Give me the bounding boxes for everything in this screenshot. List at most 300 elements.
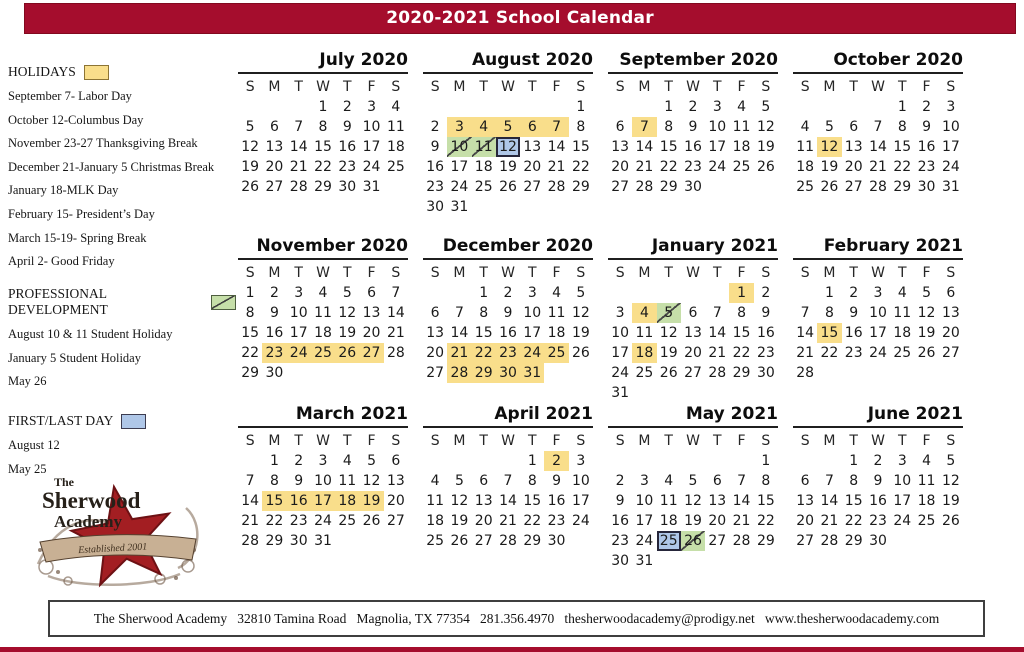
day-header: S — [430, 433, 440, 449]
date-cell: 22 — [820, 345, 839, 361]
date-cell: 1 — [479, 285, 489, 301]
day-header: F — [367, 433, 376, 449]
date-cell: 5 — [454, 473, 464, 489]
date-cell: 2 — [342, 99, 352, 115]
month-july-2020 — [238, 50, 408, 236]
date-cell: 30 — [426, 199, 445, 215]
day-header: W — [316, 433, 330, 449]
day-header: W — [501, 265, 515, 281]
week-row — [793, 531, 963, 551]
date-cell: 27 — [611, 179, 630, 195]
date-cell: 12 — [338, 305, 357, 321]
date-cell: 26 — [241, 179, 260, 195]
date-cell: 1 — [824, 285, 834, 301]
date-cell: 5 — [657, 303, 681, 323]
date-cell: 21 — [708, 345, 727, 361]
date-cell: 12 — [450, 493, 469, 509]
date-cell: 19 — [241, 159, 260, 175]
day-header: F — [737, 433, 746, 449]
date-cell: 20 — [386, 493, 405, 509]
empty-cell — [496, 197, 520, 217]
date-cell: 27 — [426, 365, 445, 381]
month-title: March 2021 — [238, 404, 408, 428]
day-header: M — [638, 433, 651, 449]
date-cell: 8 — [824, 305, 834, 321]
empty-cell — [496, 451, 520, 471]
day-header-row — [238, 78, 408, 97]
date-cell: 6 — [688, 305, 698, 321]
date-cell: 31 — [450, 199, 469, 215]
day-header: M — [638, 265, 651, 281]
date-cell: 24 — [708, 159, 727, 175]
date-cell: 17 — [311, 491, 335, 511]
date-cell: 24 — [362, 159, 381, 175]
date-cell: 6 — [520, 117, 544, 137]
date-cell: 9 — [430, 139, 440, 155]
date-cell: 2 — [544, 451, 568, 471]
legend-item: September 7- Labor Day — [8, 89, 132, 103]
date-cell: 6 — [946, 285, 956, 301]
date-cell: 12 — [917, 305, 936, 321]
day-header: W — [871, 433, 885, 449]
day-header: S — [430, 79, 440, 95]
empty-cell — [544, 197, 568, 217]
legend-item: February 15- President’s Day — [8, 206, 155, 221]
legend-item: March 15-19- Spring Break — [8, 230, 147, 245]
day-header: S — [576, 79, 586, 95]
date-cell: 9 — [761, 305, 771, 321]
date-cell: 24 — [287, 343, 311, 363]
date-cell: 19 — [917, 325, 936, 341]
date-cell: 6 — [479, 473, 489, 489]
holidays-label: HOLIDAYS — [8, 64, 76, 79]
week-row — [608, 363, 778, 383]
date-cell: 3 — [946, 99, 956, 115]
date-cell: 3 — [615, 305, 625, 321]
day-header: M — [268, 265, 281, 281]
date-cell: 10 — [362, 119, 381, 135]
date-cell: 20 — [708, 513, 727, 529]
empty-cell — [569, 197, 593, 217]
empty-cell — [423, 451, 447, 471]
day-header: S — [245, 265, 255, 281]
date-cell: 7 — [737, 473, 747, 489]
week-row — [423, 197, 593, 217]
empty-cell — [447, 451, 471, 471]
day-header: T — [898, 265, 907, 281]
day-header: S — [576, 265, 586, 281]
month-title: May 2021 — [608, 404, 778, 428]
date-cell: 13 — [426, 325, 445, 341]
date-cell: 9 — [269, 305, 279, 321]
legend-item: January 18-MLK Day — [8, 183, 119, 198]
empty-cell — [754, 551, 778, 571]
date-cell: 4 — [632, 303, 656, 323]
date-cell: 24 — [893, 513, 912, 529]
date-cell: 26 — [335, 343, 359, 363]
date-cell: 21 — [820, 513, 839, 529]
date-cell: 19 — [450, 513, 469, 529]
date-cell: 26 — [499, 179, 517, 195]
legend-professional-development — [8, 286, 236, 389]
date-cell: 16 — [756, 325, 775, 341]
month-may-2021 — [608, 404, 778, 571]
empty-cell — [423, 97, 447, 117]
empty-cell — [705, 177, 729, 197]
date-cell: 27 — [684, 365, 702, 381]
month-title: September 2020 — [608, 50, 778, 74]
empty-cell — [657, 383, 681, 403]
date-cell: 8 — [849, 473, 859, 489]
date-cell: 13 — [386, 473, 405, 489]
date-cell: 25 — [338, 513, 357, 529]
empty-cell — [866, 97, 890, 117]
day-header: W — [686, 265, 700, 281]
date-cell: 16 — [499, 325, 517, 341]
empty-cell — [914, 363, 938, 383]
date-cell: 16 — [287, 491, 311, 511]
month-april-2021 — [423, 404, 593, 571]
week-row — [238, 531, 408, 551]
date-cell: 10 — [571, 473, 590, 489]
date-cell: 13 — [362, 305, 381, 321]
day-header-row — [793, 432, 963, 451]
date-cell: 13 — [684, 325, 702, 341]
date-cell: 11 — [472, 137, 496, 157]
school-logo — [28, 466, 208, 596]
date-cell: 3 — [294, 285, 304, 301]
day-header-row — [608, 264, 778, 283]
date-cell: 3 — [527, 285, 537, 301]
day-header: W — [316, 79, 330, 95]
day-header: F — [367, 265, 376, 281]
date-cell: 3 — [447, 117, 471, 137]
date-cell: 19 — [359, 491, 383, 511]
date-cell: 8 — [527, 473, 537, 489]
week-row — [238, 117, 408, 137]
date-cell: 25 — [474, 179, 493, 195]
date-cell: 15 — [241, 325, 260, 341]
date-cell: 26 — [450, 533, 469, 549]
date-cell: 11 — [893, 305, 912, 321]
date-cell: 11 — [917, 473, 936, 489]
date-cell: 10 — [941, 119, 960, 135]
day-header: T — [528, 79, 537, 95]
date-cell: 14 — [796, 325, 815, 341]
date-cell: 24 — [941, 159, 960, 175]
date-cell: 6 — [615, 119, 625, 135]
empty-cell — [335, 363, 359, 383]
month-november-2020 — [238, 236, 408, 404]
empty-cell — [632, 451, 656, 471]
date-cell: 2 — [761, 285, 771, 301]
day-header: T — [294, 265, 303, 281]
sherwood-star-logo-icon — [28, 466, 208, 596]
date-cell: 16 — [611, 513, 630, 529]
date-cell: 18 — [335, 491, 359, 511]
week-row — [793, 511, 963, 531]
date-cell: 12 — [362, 473, 381, 489]
day-header: F — [552, 265, 561, 281]
date-cell: 20 — [426, 345, 445, 361]
day-header: M — [453, 433, 466, 449]
day-header: S — [391, 265, 401, 281]
day-header: S — [761, 433, 771, 449]
date-cell: 5 — [367, 453, 377, 469]
day-header-row — [423, 264, 593, 283]
svg-text:Sherwood: Sherwood — [42, 488, 141, 513]
empty-cell — [939, 363, 963, 383]
month-title: February 2021 — [793, 236, 963, 260]
empty-cell — [657, 283, 681, 303]
empty-cell — [729, 383, 753, 403]
day-header: T — [898, 79, 907, 95]
week-row — [608, 511, 778, 531]
date-cell: 1 — [897, 99, 907, 115]
date-cell: 14 — [708, 325, 727, 341]
empty-cell — [569, 531, 593, 551]
date-cell: 27 — [796, 533, 815, 549]
day-header: S — [946, 433, 956, 449]
day-header: S — [946, 265, 956, 281]
day-header-row — [238, 264, 408, 283]
date-cell: 1 — [318, 99, 328, 115]
day-header: S — [615, 433, 625, 449]
week-row — [238, 451, 408, 471]
date-cell: 29 — [523, 533, 542, 549]
date-cell: 26 — [820, 179, 839, 195]
date-cell: 4 — [664, 473, 674, 489]
day-header: T — [664, 79, 673, 95]
day-header: M — [268, 79, 281, 95]
week-row — [423, 303, 593, 323]
date-cell: 13 — [265, 139, 284, 155]
date-cell: 31 — [362, 179, 381, 195]
week-row — [793, 363, 963, 383]
week-row — [238, 177, 408, 197]
date-cell: 15 — [893, 139, 912, 155]
date-cell: 29 — [314, 179, 332, 195]
day-header: M — [453, 265, 466, 281]
date-cell: 11 — [386, 119, 405, 135]
date-cell: 19 — [756, 139, 775, 155]
date-cell: 13 — [708, 493, 727, 509]
empty-cell — [238, 97, 262, 117]
date-cell: 17 — [941, 139, 960, 155]
day-header: T — [479, 79, 488, 95]
date-cell: 21 — [499, 513, 517, 529]
legend-item: May 25 — [8, 461, 47, 476]
date-cell: 25 — [426, 533, 445, 549]
day-header: T — [849, 433, 858, 449]
date-cell: 8 — [737, 305, 747, 321]
week-row — [423, 471, 593, 491]
day-header: T — [664, 433, 673, 449]
date-cell: 30 — [496, 363, 520, 383]
date-cell: 18 — [659, 513, 678, 529]
empty-cell — [447, 283, 471, 303]
week-row — [608, 157, 778, 177]
date-cell: 26 — [941, 513, 960, 529]
date-cell: 8 — [576, 119, 586, 135]
empty-cell — [311, 363, 335, 383]
month-september-2020 — [608, 50, 778, 236]
week-row — [238, 283, 408, 303]
footer-contact-bar — [48, 600, 985, 637]
date-cell: 15 — [732, 325, 751, 341]
date-cell: 14 — [732, 493, 751, 509]
day-header: T — [343, 79, 352, 95]
date-cell: 5 — [946, 453, 956, 469]
legend-item: May 26 — [8, 374, 47, 389]
date-cell: 22 — [571, 159, 590, 175]
date-cell: 4 — [391, 99, 401, 115]
empty-cell — [632, 383, 656, 403]
date-cell: 14 — [241, 493, 260, 509]
date-cell: 3 — [318, 453, 328, 469]
date-cell: 2 — [849, 285, 859, 301]
date-cell: 2 — [922, 99, 932, 115]
date-cell: 14 — [450, 325, 469, 341]
day-header: W — [871, 265, 885, 281]
legend-item: October 12-Columbus Day — [8, 112, 144, 127]
week-row — [608, 117, 778, 137]
month-february-2021 — [793, 236, 963, 404]
empty-cell — [569, 363, 593, 383]
week-row — [793, 303, 963, 323]
day-header: T — [528, 265, 537, 281]
day-header: M — [823, 79, 836, 95]
week-row — [608, 177, 778, 197]
date-cell: 21 — [869, 159, 887, 175]
date-cell: 30 — [611, 553, 630, 569]
date-cell: 24 — [611, 365, 630, 381]
date-cell: 4 — [472, 117, 496, 137]
date-cell: 14 — [547, 139, 566, 155]
date-cell: 9 — [688, 119, 698, 135]
date-cell: 7 — [873, 119, 883, 135]
week-row — [423, 323, 593, 343]
date-cell: 28 — [820, 533, 839, 549]
day-header: M — [268, 433, 281, 449]
date-cell: 19 — [571, 325, 590, 341]
legend-item: November 23-27 Thanksgiving Break — [8, 136, 198, 151]
month-title: August 2020 — [423, 50, 593, 74]
date-cell: 4 — [737, 99, 747, 115]
week-row — [793, 323, 963, 343]
date-cell: 10 — [635, 493, 654, 509]
empty-cell — [472, 97, 496, 117]
date-cell: 1 — [576, 99, 586, 115]
empty-cell — [681, 283, 705, 303]
empty-cell — [608, 451, 632, 471]
day-header: S — [245, 433, 255, 449]
week-row — [793, 283, 963, 303]
empty-cell — [359, 531, 383, 551]
empty-cell — [632, 283, 656, 303]
date-cell: 1 — [269, 453, 279, 469]
day-header: W — [501, 79, 515, 95]
date-cell: 17 — [571, 493, 590, 509]
day-header: S — [800, 433, 810, 449]
week-row — [423, 491, 593, 511]
date-cell: 31 — [635, 553, 654, 569]
day-header: T — [479, 265, 488, 281]
date-cell: 28 — [289, 179, 308, 195]
date-cell: 2 — [688, 99, 698, 115]
calendar-grid — [238, 50, 963, 571]
week-row — [608, 303, 778, 323]
date-cell: 15 — [474, 325, 493, 341]
day-header: T — [713, 79, 722, 95]
date-cell: 15 — [523, 493, 542, 509]
week-row — [423, 137, 593, 157]
date-cell: 28 — [386, 345, 405, 361]
empty-cell — [817, 97, 841, 117]
date-cell: 30 — [289, 533, 308, 549]
date-cell: 8 — [245, 305, 255, 321]
date-cell: 19 — [684, 513, 702, 529]
date-cell: 18 — [732, 139, 751, 155]
date-cell: 5 — [922, 285, 932, 301]
empty-cell — [657, 451, 681, 471]
date-cell: 4 — [897, 285, 907, 301]
week-row — [238, 343, 408, 363]
day-header: W — [686, 79, 700, 95]
date-cell: 27 — [265, 179, 284, 195]
date-cell: 4 — [552, 285, 562, 301]
date-cell: 12 — [241, 139, 260, 155]
date-cell: 16 — [917, 139, 936, 155]
month-june-2021 — [793, 404, 963, 571]
month-march-2021 — [238, 404, 408, 571]
day-header: S — [615, 79, 625, 95]
date-cell: 28 — [869, 179, 887, 195]
month-title: December 2020 — [423, 236, 593, 260]
day-header: T — [528, 433, 537, 449]
date-cell: 20 — [362, 325, 381, 341]
week-row — [238, 97, 408, 117]
date-cell: 23 — [844, 345, 863, 361]
date-cell: 25 — [657, 531, 681, 551]
date-cell: 22 — [844, 513, 863, 529]
date-cell: 21 — [635, 159, 654, 175]
week-row — [423, 531, 593, 551]
week-row — [608, 97, 778, 117]
day-header-row — [238, 432, 408, 451]
date-cell: 29 — [472, 363, 496, 383]
date-cell: 18 — [547, 325, 566, 341]
day-header: T — [898, 433, 907, 449]
day-header: T — [343, 265, 352, 281]
date-cell: 28 — [732, 533, 751, 549]
empty-cell — [608, 97, 632, 117]
day-header: M — [638, 79, 651, 95]
date-cell: 14 — [289, 139, 308, 155]
date-cell: 23 — [869, 513, 887, 529]
month-title: November 2020 — [238, 236, 408, 260]
date-cell: 8 — [664, 119, 674, 135]
date-cell: 16 — [426, 159, 445, 175]
empty-cell — [447, 97, 471, 117]
date-cell: 20 — [265, 159, 284, 175]
date-cell: 30 — [338, 179, 357, 195]
date-cell: 12 — [571, 305, 590, 321]
date-cell: 10 — [893, 473, 912, 489]
day-header: F — [737, 265, 746, 281]
empty-cell — [842, 363, 866, 383]
date-cell: 12 — [941, 473, 960, 489]
